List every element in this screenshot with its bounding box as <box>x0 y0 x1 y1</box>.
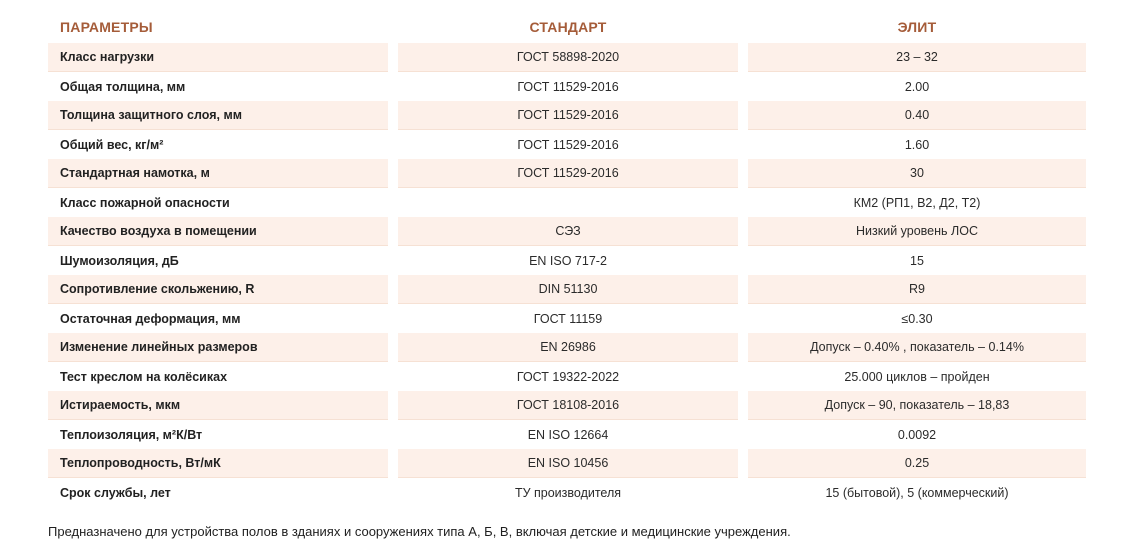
elite-cell: 25.000 циклов – пройден <box>844 369 990 384</box>
param-cell: Класс пожарной опасности <box>60 195 230 210</box>
elite-cell: 23 – 32 <box>748 43 1086 72</box>
param-cell: Остаточная деформация, мм <box>60 311 241 326</box>
elite-cell: КМ2 (РП1, В2, Д2, Т2) <box>853 195 981 210</box>
standard-cell: EN 26986 <box>398 333 738 362</box>
table-body <box>48 43 1086 507</box>
specifications-table <box>48 10 1086 507</box>
table-row <box>48 72 1086 101</box>
table-row <box>48 304 1086 333</box>
standard-cell: ГОСТ 58898-2020 <box>398 43 738 72</box>
table-row <box>48 333 1086 362</box>
column-header-standard: СТАНДАРТ <box>529 18 607 35</box>
standard-cell: EN ISO 717-2 <box>529 253 607 268</box>
standard-cell: ГОСТ 19322-2022 <box>516 369 620 384</box>
elite-cell: 0.25 <box>748 449 1086 478</box>
footer-note: Предназначено для устройства полов в зданиях и сооружениях типа А, Б, В, включая детские и медицинские учреждения. <box>48 524 791 539</box>
table-header-row <box>48 10 1086 43</box>
standard-cell: ГОСТ 18108-2016 <box>398 391 738 420</box>
elite-cell: 0.40 <box>748 101 1086 130</box>
elite-cell: 2.00 <box>904 79 930 94</box>
param-cell: Теплопроводность, Вт/мК <box>48 449 388 478</box>
elite-cell: 1.60 <box>904 137 930 152</box>
column-header-parameters: ПАРАМЕТРЫ <box>60 18 153 35</box>
param-cell: Срок службы, лет <box>60 485 171 500</box>
elite-cell: R9 <box>748 275 1086 304</box>
table-row <box>48 43 1086 72</box>
table-row <box>48 275 1086 304</box>
elite-cell: Допуск – 90, показатель – 18,83 <box>748 391 1086 420</box>
table-row <box>48 188 1086 217</box>
standard-cell: ГОСТ 11529-2016 <box>517 79 619 94</box>
param-cell: Общий вес, кг/м² <box>60 137 164 152</box>
standard-cell: EN ISO 10456 <box>398 449 738 478</box>
table-row <box>48 246 1086 275</box>
table-row <box>48 420 1086 449</box>
elite-cell: Низкий уровень ЛОС <box>748 217 1086 246</box>
elite-cell: Допуск – 0.40% , показатель – 0.14% <box>748 333 1086 362</box>
param-cell: Качество воздуха в помещении <box>48 217 388 246</box>
param-cell: Тест креслом на колёсиках <box>60 369 228 384</box>
standard-cell: ГОСТ 11159 <box>533 311 603 326</box>
standard-cell: EN ISO 12664 <box>527 427 609 442</box>
elite-cell: 0.0092 <box>897 427 937 442</box>
param-cell: Общая толщина, мм <box>60 79 186 94</box>
param-cell: Толщина защитного слоя, мм <box>48 101 388 130</box>
param-cell: Шумоизоляция, дБ <box>60 253 179 268</box>
elite-cell: 30 <box>748 159 1086 188</box>
standard-cell: ГОСТ 11529-2016 <box>398 101 738 130</box>
table-row <box>48 217 1086 246</box>
param-cell: Класс нагрузки <box>48 43 388 72</box>
param-cell: Теплоизоляция, м²К/Вт <box>60 427 203 442</box>
standard-cell: СЭЗ <box>398 217 738 246</box>
elite-cell: 15 <box>910 253 924 268</box>
param-cell: Истираемость, мкм <box>48 391 388 420</box>
table-row <box>48 391 1086 420</box>
standard-cell: ГОСТ 11529-2016 <box>517 137 619 152</box>
column-header-elite: ЭЛИТ <box>897 18 937 35</box>
elite-cell: ≤0.30 <box>901 311 933 326</box>
standard-cell: ГОСТ 11529-2016 <box>398 159 738 188</box>
table-row <box>48 130 1086 159</box>
param-cell: Стандартная намотка, м <box>48 159 388 188</box>
table-row <box>48 101 1086 130</box>
standard-cell: DIN 51130 <box>398 275 738 304</box>
table-row <box>48 449 1086 478</box>
param-cell: Изменение линейных размеров <box>48 333 388 362</box>
table-row <box>48 362 1086 391</box>
standard-cell <box>398 188 738 217</box>
elite-cell: 15 (бытовой), 5 (коммерческий) <box>825 485 1009 500</box>
standard-cell: ТУ производителя <box>514 485 622 500</box>
param-cell: Сопротивление скольжению, R <box>48 275 388 304</box>
table-row <box>48 478 1086 507</box>
table-row <box>48 159 1086 188</box>
